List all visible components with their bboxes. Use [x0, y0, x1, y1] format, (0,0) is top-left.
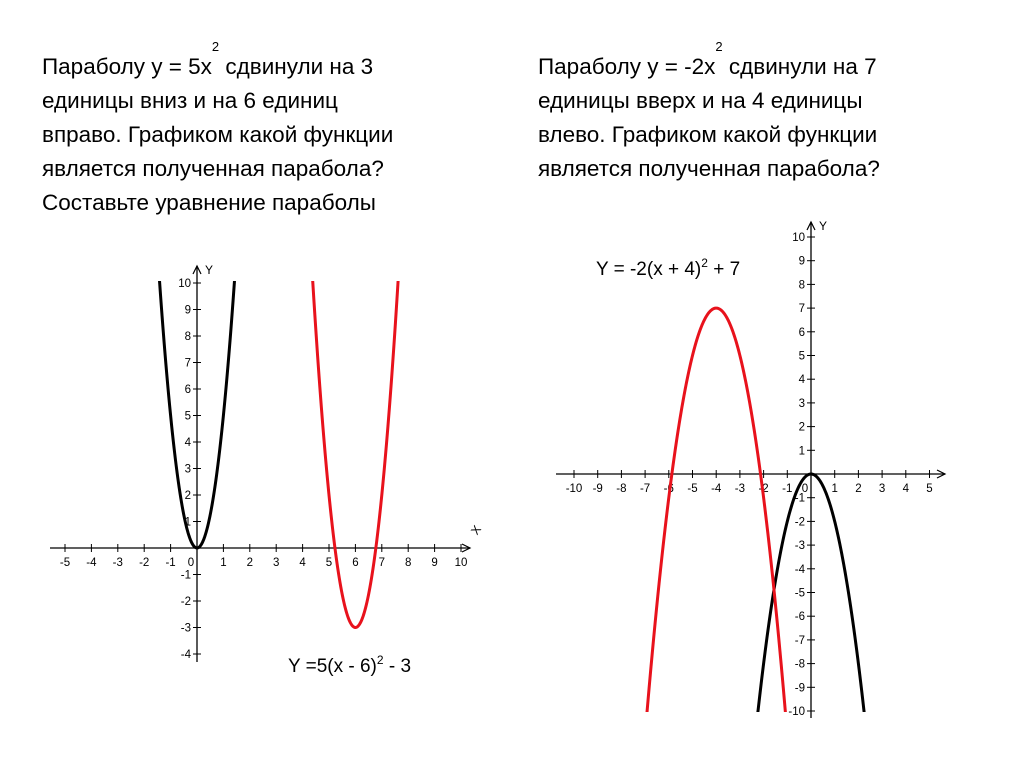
formula-main: Y =5(x - 6): [288, 656, 377, 677]
x-tick-label: 3: [272, 557, 280, 569]
x-tick-label: 7: [378, 557, 386, 569]
y-tick-label: 4: [798, 374, 805, 387]
y-axis-label: Y: [205, 263, 214, 277]
chart-1: [39, 0, 488, 677]
x-tick-label: -6: [663, 483, 674, 495]
x-tick-label: -5: [687, 483, 698, 495]
x-tick-label: -4: [86, 557, 97, 569]
shifted-parabola-curve: [39, 0, 488, 627]
y-tick-label: -3: [180, 622, 191, 635]
y-tick-label: 8: [184, 331, 191, 343]
y-tick-label: 8: [798, 279, 805, 292]
y-tick-label: -8: [794, 658, 805, 671]
y-tick-label: -10: [788, 706, 805, 718]
base-parabola-curve: [550, 474, 953, 767]
y-tick-label: 9: [184, 304, 191, 317]
y-tick-label: 7: [184, 357, 191, 370]
y-tick-label: 3: [798, 397, 805, 410]
y-tick-label: -2: [180, 596, 191, 608]
x-tick-label: 9: [431, 557, 438, 569]
x-tick-label: -9: [592, 483, 603, 495]
y-tick-label: -4: [180, 649, 191, 661]
y-tick-label: -7: [794, 634, 805, 647]
x-tick-label: 5: [325, 557, 333, 569]
x-tick-label: 8: [404, 557, 412, 569]
x-tick-label: -8: [616, 483, 627, 495]
y-tick-label: -2: [794, 516, 805, 529]
x-tick-label: 4: [299, 557, 306, 569]
y-tick-label: -5: [794, 587, 805, 600]
y-tick-label: 5: [184, 410, 191, 423]
parabola-formula: [596, 256, 740, 280]
x-tick-label: -3: [112, 557, 123, 569]
formula-tail: - 3: [383, 656, 412, 677]
y-tick-label: 2: [798, 421, 805, 434]
y-tick-label: 4: [184, 437, 191, 449]
y-tick-label: 2: [184, 490, 191, 502]
y-tick-label: 1: [798, 445, 805, 458]
y-axis-label: Y: [819, 219, 828, 233]
problem-line-text: Параболу y = -2x: [538, 54, 716, 79]
x-tick-label: 4: [902, 483, 910, 495]
base-parabola-curve: [39, 0, 488, 548]
y-tick-label: 1: [184, 516, 191, 529]
problem-exponent: 2: [211, 39, 220, 54]
y-tick-label: 3: [184, 463, 191, 476]
y-tick-label: 10: [178, 278, 191, 290]
problem-line-text: является полученная парабола?: [42, 156, 384, 181]
x-tick-label: -4: [711, 483, 722, 495]
x-tick-label: -5: [59, 557, 71, 569]
y-tick-label: 7: [798, 303, 805, 316]
x-tick-label: 2: [855, 483, 862, 495]
x-tick-label: 0: [801, 483, 809, 495]
chart-2: [550, 219, 953, 767]
x-tick-label: -1: [165, 557, 176, 569]
formula-tail: + 7: [707, 259, 741, 280]
shifted-parabola-curve: [550, 308, 953, 767]
y-tick-label: -3: [794, 540, 805, 553]
x-tick-label: -3: [734, 483, 746, 495]
y-tick-label: 6: [798, 326, 805, 339]
y-tick-label: 10: [792, 232, 805, 244]
problem-line-text: единицы вниз и на 6 единиц: [42, 88, 338, 113]
y-tick-label: -6: [794, 611, 805, 624]
x-tick-label: 0: [187, 557, 195, 569]
x-tick-label: 1: [831, 483, 838, 495]
problem-line-text: Параболу y = 5x: [42, 54, 212, 79]
parabola-formula: [288, 653, 411, 677]
x-tick-label: -10: [565, 483, 583, 495]
y-tick-label: -1: [180, 569, 191, 582]
y-tick-label: 6: [184, 384, 191, 396]
x-tick-label: -1: [782, 483, 793, 495]
x-tick-label: 6: [352, 557, 359, 569]
y-tick-label: -4: [794, 563, 805, 576]
x-tick-label: 5: [926, 483, 933, 495]
x-tick-label: 1: [220, 557, 227, 569]
x-tick-label: -2: [139, 557, 150, 569]
problem-line-text: единицы вверх и на 4 единицы: [538, 88, 863, 113]
problem-line-text: Составьте уравнение параболы: [42, 190, 376, 215]
problem-exponent: 2: [715, 39, 723, 54]
problem-line-text: сдвинули на 7: [722, 54, 877, 79]
problem-line-text: вправо. Графиком какой функции: [42, 122, 394, 147]
y-tick-label: 9: [798, 255, 805, 268]
formula-exponent: 2: [701, 256, 708, 270]
x-tick-label: 2: [246, 557, 254, 569]
y-tick-label: 5: [798, 350, 805, 363]
x-tick-label: -7: [639, 483, 651, 495]
y-tick-label: -9: [794, 682, 805, 695]
x-tick-label: 3: [878, 483, 886, 495]
problem-line-text: влево. Графиком какой функции: [538, 122, 878, 147]
formula-exponent: 2: [376, 653, 384, 667]
formula-main: Y = -2(x + 4): [596, 259, 702, 280]
problem-line-text: является полученная парабола?: [538, 156, 880, 181]
x-tick-label: -2: [758, 483, 769, 495]
problem-line-text: сдвинули на 3: [219, 54, 374, 79]
x-tick-label: 10: [454, 557, 468, 569]
y-tick-label: -1: [794, 492, 805, 505]
x-axis-label: X: [467, 522, 485, 538]
